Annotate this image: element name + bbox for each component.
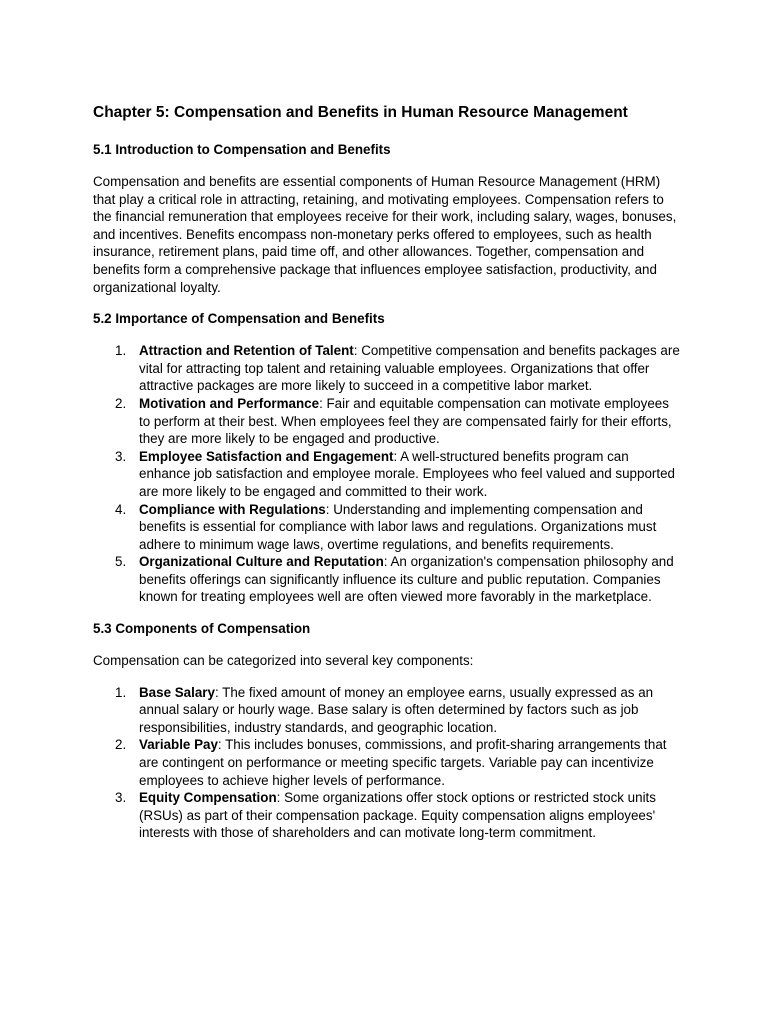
list-text: : A well-structured benefits program can enhance job satisfaction and employee morale. Employees who feel valued and supported are more likely to be engaged and committed to their work. bbox=[139, 448, 675, 499]
importance-list bbox=[93, 342, 683, 606]
list-item bbox=[93, 736, 683, 789]
list-item bbox=[93, 553, 683, 606]
list-term: Base Salary bbox=[139, 684, 215, 700]
section-heading-5-2: 5.2 Importance of Compensation and Benefits bbox=[93, 311, 385, 327]
list-number: 3. bbox=[115, 448, 127, 464]
components-list bbox=[93, 684, 683, 842]
list-number: 1. bbox=[115, 343, 127, 359]
list-number: 2. bbox=[115, 395, 127, 411]
list-term: Employee Satisfaction and Engagement bbox=[139, 448, 394, 464]
list-text: : An organization's compensation philosophy and benefits offerings can significantly influence its culture and public reputation. Companies known for treating employees well are often viewed more favorably in the marketplace. bbox=[139, 554, 674, 605]
section-paragraph-5-3: Compensation can be categorized into several key components: bbox=[93, 653, 474, 669]
list-item bbox=[93, 342, 683, 395]
list-term: Motivation and Performance bbox=[139, 395, 320, 411]
list-item bbox=[93, 395, 683, 448]
list-text: : Competitive compensation and benefits packages are vital for attracting top talent and retaining valuable employees. Organizations that offer attractive packages are more likely to succeed in a competitive labor market. bbox=[139, 343, 680, 394]
list-number: 5. bbox=[115, 554, 127, 570]
list-term: Attraction and Retention of Talent bbox=[139, 343, 354, 359]
list-term: Organizational Culture and Reputation bbox=[139, 554, 384, 570]
section-heading-5-1: 5.1 Introduction to Compensation and Benefits bbox=[93, 142, 391, 157]
list-item bbox=[93, 448, 683, 501]
list-term: Compliance with Regulations bbox=[139, 501, 326, 517]
list-item bbox=[93, 789, 683, 842]
list-text: : Fair and equitable compensation can motivate employees to perform at their best. When employees feel they are compensated fairly for their efforts, they are more likely to be engaged and productive. bbox=[139, 395, 672, 447]
list-text: : This includes bonuses, commissions, and profit-sharing arrangements that are contingent on performance or meeting specific targets. Variable pay can incentivize employees to achieve higher levels of performance. bbox=[139, 737, 667, 788]
list-term: Variable Pay bbox=[139, 737, 218, 753]
list-item bbox=[93, 501, 683, 554]
chapter-title: Chapter 5: Compensation and Benefits in Human Resource Management bbox=[93, 104, 628, 121]
section-paragraph-5-1: Compensation and benefits are essential components of Human Resource Management (HRM) that play a critical role in attracting, retaining, and motivating employees. Compensation refers to the financial remuneration that employees receive for their work, including salary, wages, bonuses, and incentives. Benefits encompass non-monetary perks offered to employees, such as health insurance, retirement plans, paid time off, and other allowances. Together, compensation and benefits form a comprehensive package that influences employee satisfaction, productivity, and organizational loyalty. bbox=[93, 174, 677, 295]
section-heading-5-3: 5.3 Components of Compensation bbox=[93, 621, 311, 637]
list-term: Equity Compensation bbox=[139, 790, 277, 806]
list-text: : The fixed amount of money an employee earns, usually expressed as an annual salary or hourly wage. Base salary is often determined by factors such as job responsibilities, industry standards, and geographic location. bbox=[139, 684, 654, 735]
list-text: : Understanding and implementing compensation and benefits is essential for compliance with labor laws and regulations. Organizations must adhere to minimum wage laws, overtime regulations, and benefits requirements. bbox=[139, 501, 657, 552]
list-number: 3. bbox=[115, 790, 127, 806]
list-number: 4. bbox=[115, 501, 127, 517]
list-text: : Some organizations offer stock options or restricted stock units (RSUs) as part of their compensation package. Equity compensation aligns employees' interests with those of shareholders and can motivate long-term commitment. bbox=[139, 790, 656, 841]
list-item bbox=[93, 684, 683, 737]
list-number: 1. bbox=[115, 684, 127, 700]
list-number: 2. bbox=[115, 737, 127, 753]
document-page bbox=[93, 103, 683, 842]
